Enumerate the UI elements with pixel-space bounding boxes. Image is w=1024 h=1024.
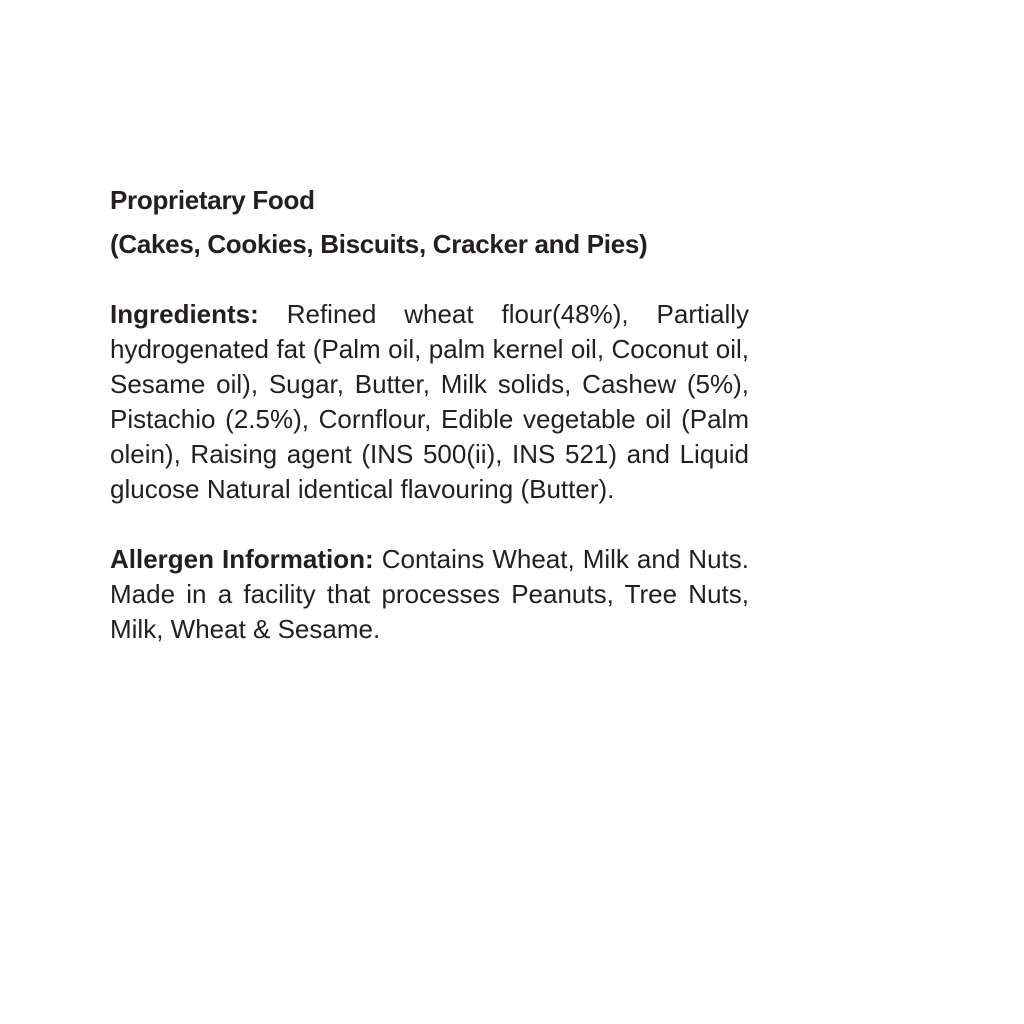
allergen-heading: Allergen Information: [110,544,374,574]
allergen-text: Contains Wheat, Milk and Nuts. Made in a facility that processes Peanuts, Tree Nuts, Milk, Wheat & Sesame. [110,544,749,644]
label-subtitle: (Cakes, Cookies, Biscuits, Cracker and Pies) [110,229,648,259]
allergen-section [110,542,749,647]
ingredients-text: Refined wheat flour(48%), Partially hydrogenated fat (Palm oil, palm kernel oil, Coconut oil, Sesame oil), Sugar, Butter, Milk solids, Cashew (5%), Pistachio (2.5%), Cornflour, Edible vegetable oil (Palm olein), Raising agent (INS 500(ii), INS 521) and Liquid glucose Natural identical flavouring (Butter). [110,299,750,504]
ingredients-section [110,297,749,507]
label-title: Proprietary Food [110,185,315,215]
product-label [110,178,749,647]
ingredients-heading: Ingredients: [110,299,259,329]
